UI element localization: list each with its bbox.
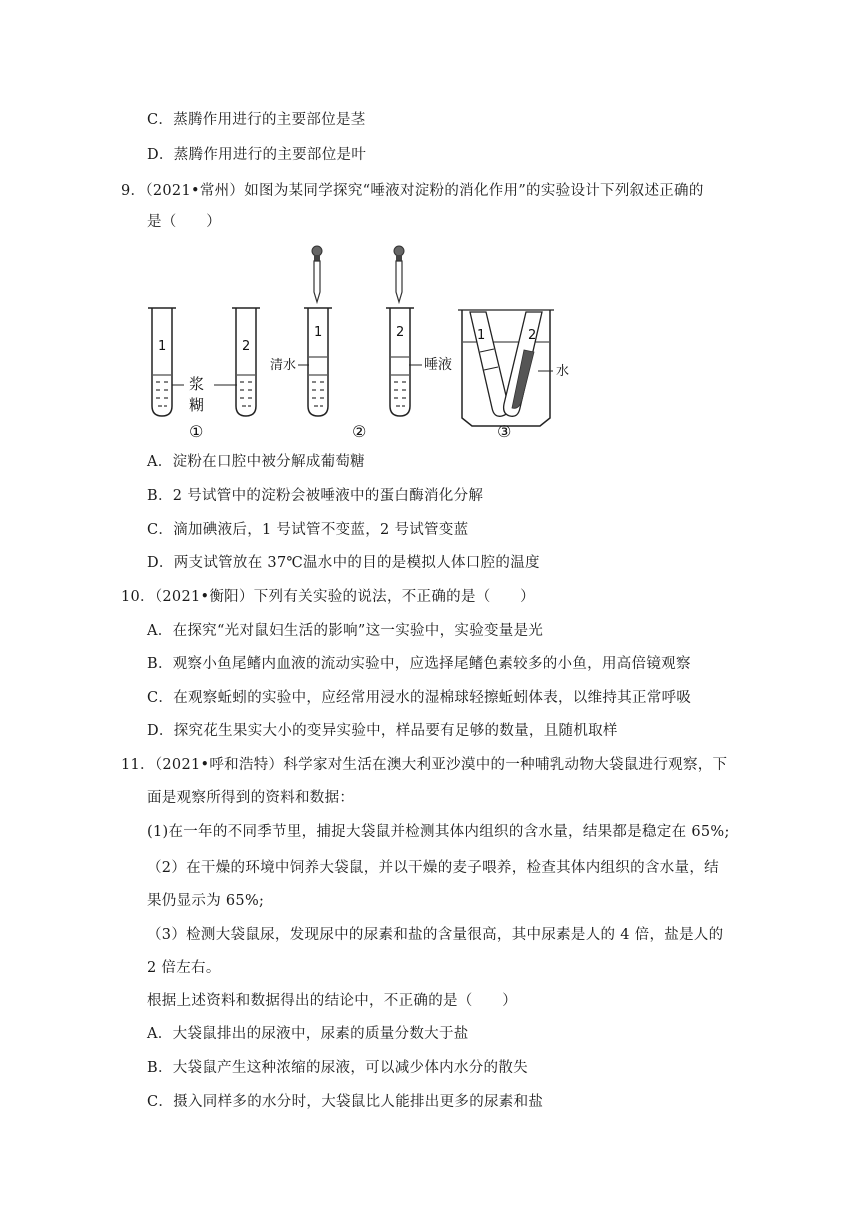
q11-item1: (1)在一年的不同季节里，捕捉大袋鼠并检测其体内组织的含水量，结果都是稳定在 65%;	[147, 824, 730, 840]
step2-tube2-number: 2	[396, 325, 405, 340]
q10-stem: 10．（2021•衡阳）下列有关实验的说法，不正确的是（ ）	[121, 589, 535, 605]
q10-option-a: A．在探究“光对鼠妇生活的影响”这一实验中，实验变量是光	[147, 623, 544, 639]
step2-marker: ②	[352, 422, 367, 441]
q9-stem-line1: 9．（2021•常州）如图为某同学探究“唾液对淀粉的消化作用”的实验设计下列叙述正确的	[121, 183, 704, 199]
paste-label-top: 浆	[189, 375, 205, 393]
step3-marker: ③	[497, 422, 512, 441]
q10-option-b: B．观察小鱼尾鳍内血液的流动实验中，应选择尾鳍色素较多的小鱼，用高倍镜观察	[147, 656, 691, 672]
q9-option-c: C．滴加碘液后，1 号试管不变蓝，2 号试管变蓝	[147, 522, 469, 538]
q11-item3-line2: 2 倍左右。	[147, 960, 221, 976]
q9-option-a: A．淀粉在口腔中被分解成葡萄糖	[147, 454, 365, 470]
q11-option-c: C．摄入同样多的水分时，大袋鼠比人能排出更多的尿素和盐	[147, 1094, 544, 1110]
bath-water-label: 水	[556, 364, 570, 379]
q10-option-c: C．在观察蚯蚓的实验中，应经常用浸水的湿棉球轻擦蚯蚓体表，以维持其正常呼吸	[147, 690, 692, 706]
step2-tube1-number: 1	[314, 325, 323, 340]
step2-tube1	[270, 246, 332, 416]
q8-option-c: C．蒸腾作用进行的主要部位是茎	[147, 112, 366, 128]
q9-experiment-figure	[140, 240, 600, 445]
q11-option-b: B．大袋鼠产生这种浓缩的尿液，可以减少体内水分的散失	[147, 1060, 528, 1076]
step3-tube2-number: 2	[528, 328, 537, 343]
q11-item3-line1: （3）检测大袋鼠尿，发现尿中的尿素和盐的含量很高，其中尿素是人的 4 倍，盐是人的	[147, 927, 724, 943]
water-label: 清水	[270, 358, 297, 373]
tube2-label: 2	[242, 339, 251, 354]
q11-stem-line2: 面是观察所得到的资料和数据：	[147, 790, 355, 806]
step1-marker: ①	[189, 422, 204, 441]
q11-item2-line2: 果仍显示为 65%;	[147, 893, 265, 909]
step3-tube1-number: 1	[477, 328, 486, 343]
q10-option-d: D．探究花生果实大小的变异实验中，样品要有足够的数量，且随机取样	[147, 723, 618, 739]
q9-stem-line2: 是（ ）	[147, 214, 221, 230]
step1-tubes	[148, 308, 260, 441]
paste-label-bottom: 糊	[189, 396, 205, 414]
tube1-label: 1	[158, 339, 167, 354]
step2-tube2	[352, 246, 452, 441]
step3-water-bath	[458, 310, 569, 441]
q11-item2-line1: （2）在干燥的环境中饲养大袋鼠，并以干燥的麦子喂养，检查其体内组织的含水量，结	[147, 860, 719, 876]
q8-option-d: D．蒸腾作用进行的主要部位是叶	[147, 147, 367, 163]
saliva-label: 唾液	[424, 357, 452, 373]
q11-question: 根据上述资料和数据得出的结论中，不正确的是（ ）	[147, 993, 517, 1009]
q11-option-a: A．大袋鼠排出的尿液中，尿素的质量分数大于盐	[147, 1026, 469, 1042]
q9-option-d: D．两支试管放在 37℃温水中的目的是模拟人体口腔的温度	[147, 555, 540, 571]
q11-stem-line1: 11．（2021•呼和浩特）科学家对生活在澳大利亚沙漠中的一种哺乳动物大袋鼠进行观察，下	[121, 757, 728, 773]
q9-option-b: B．2 号试管中的淀粉会被唾液中的蛋白酶消化分解	[147, 488, 484, 504]
